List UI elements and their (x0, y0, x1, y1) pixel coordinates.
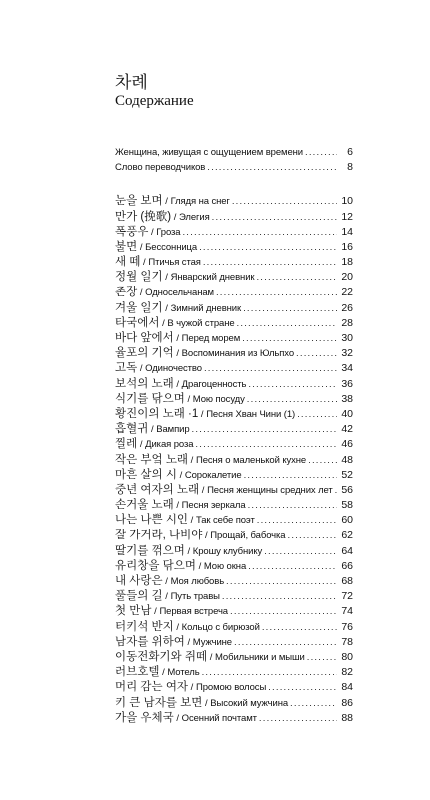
page-number: 14 (341, 225, 353, 238)
title-separator: / (202, 697, 211, 709)
entry-title-ko: 가을 우체국 (115, 711, 174, 724)
title-separator: / (198, 408, 207, 420)
dot-leader (297, 407, 337, 422)
dot-leader (207, 160, 337, 175)
page-number: 36 (341, 377, 353, 390)
toc-entry (115, 255, 353, 270)
entry-title-ru: Песня Хван Чини (1) (206, 408, 296, 420)
toc-entry (115, 529, 353, 544)
page-number: 28 (341, 316, 353, 329)
dot-leader (202, 665, 337, 680)
toc-entry (115, 407, 353, 422)
dot-leader (222, 589, 337, 604)
toc-front-entry (115, 160, 353, 175)
page-number: 74 (341, 605, 353, 618)
entry-title-ru: Односельчанам (145, 287, 214, 299)
toc-entry (115, 453, 353, 468)
dot-leader (192, 422, 337, 437)
page-number: 22 (341, 286, 353, 299)
entry-title-ru: Элегия (179, 211, 210, 223)
dot-leader (230, 604, 337, 619)
page-number: 86 (341, 696, 353, 709)
entry-title-ru: Драгоценность (181, 378, 247, 390)
dot-leader (287, 529, 337, 544)
page-number: 34 (341, 362, 353, 375)
entry-title-ko: 이동전화기와 쥐떼 (115, 650, 208, 663)
entry-title-ru: Первая встреча (159, 606, 228, 618)
title-separator: / (173, 621, 182, 633)
dot-leader (216, 286, 337, 301)
toc-entry (115, 194, 353, 209)
title-separator: / (202, 530, 211, 542)
toc-entry (115, 498, 353, 513)
toc-entry (115, 604, 353, 619)
dot-leader (237, 316, 337, 331)
entry-title-ko: 폭풍우 (115, 225, 149, 238)
entry-title-ko: 겨울 일기 (115, 301, 163, 314)
dot-leader (290, 696, 337, 711)
toc-entry (115, 711, 353, 726)
toc-entry (115, 665, 353, 680)
title-separator: / (188, 454, 196, 466)
toc-entry (115, 225, 353, 240)
entry-title-ru: Мужчине (192, 636, 232, 648)
dot-leader (226, 574, 337, 589)
title-separator: / (137, 241, 146, 253)
title-separator: / (148, 424, 157, 436)
title-separator: / (162, 196, 171, 208)
entry-title-ko: 바다 앞에서 (115, 332, 174, 345)
entry-title-ru: Мобильники и мыши (215, 651, 305, 663)
entry-title-ru: Женщина, живущая с ощущением времени (115, 146, 303, 158)
entry-title-ru: Воспоминания из Юльпхо (181, 348, 295, 360)
entry-title-ko: 잘 가거라, 나비야 (115, 529, 203, 542)
entry-title-ru: Зимний дневник (170, 302, 242, 314)
entry-title-ko: 나는 나쁜 시인 (115, 514, 189, 527)
toc-entry (115, 574, 353, 589)
title-separator: / (162, 591, 171, 603)
toc-entry (115, 361, 353, 376)
entry-title-ko: 정월 일기 (115, 271, 163, 284)
title-separator: / (151, 606, 160, 618)
title-separator: / (188, 682, 196, 694)
toc-entry (115, 513, 353, 528)
entry-title-ko: 만가 (挽歌) (115, 210, 172, 223)
title-separator: / (184, 545, 193, 557)
entry-title-ko: 타국에서 (115, 316, 160, 329)
page-number: 60 (341, 514, 353, 527)
title-separator: / (173, 348, 182, 360)
page-number: 42 (341, 423, 353, 436)
title-separator: / (137, 287, 146, 299)
title-separator: / (140, 257, 149, 269)
entry-title-ru: Слово переводчиков (115, 162, 206, 174)
entry-title-ko: 눈을 보며 (115, 195, 163, 208)
page-number: 76 (341, 620, 353, 633)
dot-leader (262, 620, 337, 635)
dot-leader (195, 437, 337, 452)
page-number: 6 (347, 145, 353, 158)
title-separator: / (137, 363, 146, 375)
toc-entry (115, 589, 353, 604)
dot-leader (182, 225, 337, 240)
entry-title-ru: Мою окна (203, 560, 247, 572)
toc-heading-korean: 차례 (115, 73, 148, 92)
entry-title-ru: Дикая роза (145, 439, 194, 451)
dot-leader (199, 240, 337, 255)
title-separator: / (207, 651, 215, 663)
entry-title-ko: 마흔 살의 시 (115, 468, 177, 481)
table-of-contents (115, 145, 353, 726)
title-separator: / (184, 393, 193, 405)
title-separator: / (162, 272, 171, 284)
toc-entry (115, 620, 353, 635)
toc-entry (115, 559, 353, 574)
toc-entry (115, 270, 353, 285)
toc-entry (115, 483, 353, 498)
toc-entry (115, 316, 353, 331)
dot-leader (232, 194, 337, 209)
entry-title-ko: 머리 감는 여자 (115, 681, 189, 694)
toc-entry (115, 680, 353, 695)
entry-title-ko: 불면 (115, 240, 138, 253)
entry-title-ru: Песня зеркала (181, 500, 246, 512)
entry-title-ko: 보석의 노래 (115, 377, 174, 390)
entry-title-ru: Путь травы (170, 591, 220, 603)
dot-leader (212, 210, 337, 225)
dot-leader (244, 468, 337, 483)
dot-leader (305, 145, 337, 160)
toc-entry (115, 240, 353, 255)
page-number: 88 (341, 711, 353, 724)
entry-title-ko: 중년 여자의 노래 (115, 483, 200, 496)
toc-entry (115, 544, 353, 559)
toc-front-entry (115, 145, 353, 160)
entry-title-ru: Песня женщины средних лет (207, 484, 333, 496)
page-number: 82 (341, 666, 353, 679)
page-number: 38 (341, 392, 353, 405)
entry-title-ko: 유리창을 닦으며 (115, 559, 196, 572)
page-number: 48 (341, 453, 353, 466)
dot-leader (243, 301, 337, 316)
entry-title-ru: Бессонница (145, 241, 198, 253)
entry-title-ko: 황진이의 노래 ·1 (115, 407, 199, 420)
entry-title-ru: Промою волосы (195, 682, 267, 694)
dot-leader (248, 559, 337, 574)
entry-title-ko: 율포의 기억 (115, 347, 174, 360)
entry-title-ko: 식기를 닦으며 (115, 392, 185, 405)
entry-title-ru: Песня о маленькой кухне (195, 454, 307, 466)
toc-entry (115, 286, 353, 301)
dot-leader (335, 483, 337, 498)
page-number: 12 (341, 210, 353, 223)
title-separator: / (188, 515, 196, 527)
dot-leader (247, 392, 337, 407)
page-number: 64 (341, 544, 353, 557)
entry-title-ko: 고독 (115, 362, 138, 375)
dot-leader (264, 544, 337, 559)
toc-entry (115, 468, 353, 483)
title-separator: / (173, 500, 182, 512)
entry-title-ko: 풀들의 길 (115, 590, 163, 603)
title-separator: / (173, 712, 182, 724)
dot-leader (256, 270, 337, 285)
title-separator: / (137, 439, 146, 451)
page-number: 52 (341, 468, 353, 481)
entry-title-ko: 첫 만남 (115, 605, 152, 618)
toc-entry (115, 635, 353, 650)
title-separator: / (159, 667, 168, 679)
dot-leader (248, 498, 337, 513)
dot-leader (268, 680, 337, 695)
entry-title-ko: 키 큰 남자를 보면 (115, 696, 203, 709)
entry-title-ru: Гроза (156, 226, 181, 238)
dot-leader (257, 513, 337, 528)
entry-title-ko: 내 사랑은 (115, 575, 163, 588)
page-number: 30 (341, 332, 353, 345)
toc-entry (115, 422, 353, 437)
title-separator: / (171, 211, 179, 223)
title-separator: / (148, 226, 157, 238)
title-separator: / (162, 576, 171, 588)
entry-title-ru: Крошу клубнику (192, 545, 263, 557)
toc-entry (115, 650, 353, 665)
entry-title-ru: Вампир (156, 424, 190, 436)
entry-title-ru: Одиночество (145, 363, 202, 375)
toc-entry (115, 437, 353, 452)
dot-leader (307, 650, 337, 665)
entry-title-ko: 새 떼 (115, 256, 141, 269)
page-number: 72 (341, 590, 353, 603)
page-number: 40 (341, 407, 353, 420)
toc-entry (115, 392, 353, 407)
entry-title-ko: 터키석 반지 (115, 620, 174, 633)
entry-title-ru: Так себе поэт (195, 515, 255, 527)
entry-title-ru: Кольцо с бирюзой (181, 621, 260, 633)
title-separator: / (159, 317, 168, 329)
entry-title-ko: 딸기를 꺾으며 (115, 544, 185, 557)
page-number: 84 (341, 681, 353, 694)
page-number: 18 (341, 256, 353, 269)
dot-leader (248, 377, 337, 392)
page-number: 10 (341, 195, 353, 208)
title-separator: / (195, 560, 204, 572)
page-number: 58 (341, 499, 353, 512)
entry-title-ru: Январский дневник (170, 272, 255, 284)
title-separator: / (176, 469, 185, 481)
page-number: 20 (341, 271, 353, 284)
page-number: 66 (341, 559, 353, 572)
entry-title-ko: 손거울 노래 (115, 499, 174, 512)
page-number: 78 (341, 635, 353, 648)
dot-leader (308, 453, 337, 468)
entry-title-ru: Сорокалетие (184, 469, 242, 481)
entry-title-ru: Перед морем (181, 333, 241, 345)
section-spacer (115, 175, 353, 194)
title-separator: / (184, 636, 193, 648)
entry-title-ru: Прощай, бабочка (210, 530, 286, 542)
page-number: 26 (341, 301, 353, 314)
toc-entry (115, 331, 353, 346)
entry-title-ru: Осенний почтамт (181, 712, 257, 724)
toc-entry (115, 210, 353, 225)
page-number: 16 (341, 240, 353, 253)
title-separator: / (199, 484, 208, 496)
entry-title-ru: Высокий мужчина (210, 697, 289, 709)
entry-title-ko: 남자를 위하여 (115, 635, 185, 648)
entry-title-ko: 찔레 (115, 438, 138, 451)
entry-title-ko: 러브호텔 (115, 666, 160, 679)
toc-entry (115, 696, 353, 711)
page-number: 68 (341, 575, 353, 588)
entry-title-ru: В чужой стране (167, 317, 235, 329)
toc-heading-russian: Содержание (115, 93, 194, 109)
toc-entry (115, 346, 353, 361)
dot-leader (203, 255, 337, 270)
entry-title-ko: 흡혈귀 (115, 423, 149, 436)
entry-title-ru: Глядя на снег (170, 196, 230, 208)
title-separator: / (173, 378, 182, 390)
entry-title-ru: Моя любовь (170, 576, 225, 588)
entry-title-ko: 촌장 (115, 286, 138, 299)
dot-leader (242, 331, 337, 346)
page-number: 32 (341, 347, 353, 360)
dot-leader (296, 346, 337, 361)
page-number: 56 (341, 483, 353, 496)
dot-leader (234, 635, 337, 650)
entry-title-ko: 작은 부엌 노래 (115, 453, 189, 466)
page-number: 80 (341, 650, 353, 663)
page-number: 46 (341, 438, 353, 451)
toc-entry (115, 301, 353, 316)
dot-leader (259, 711, 337, 726)
page-number: 8 (347, 161, 353, 174)
toc-entry (115, 377, 353, 392)
entry-title-ru: Мою посуду (192, 393, 245, 405)
entry-title-ru: Мотель (167, 667, 200, 679)
title-separator: / (173, 333, 182, 345)
dot-leader (204, 361, 337, 376)
entry-title-ru: Птичья стая (148, 257, 201, 269)
page-number: 62 (341, 529, 353, 542)
title-separator: / (162, 302, 171, 314)
